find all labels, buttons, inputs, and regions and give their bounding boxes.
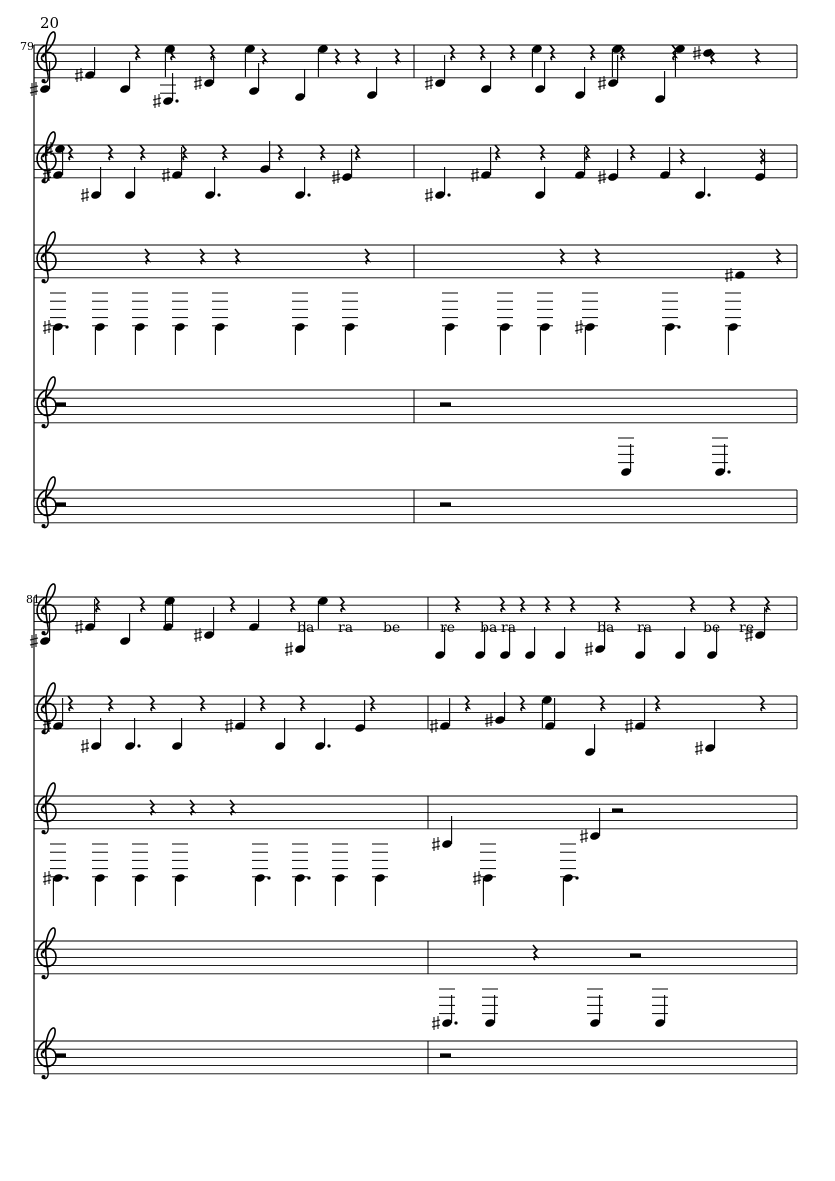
note (674, 44, 686, 77)
note (244, 44, 256, 77)
note (342, 293, 358, 355)
note (248, 63, 260, 96)
note (248, 599, 260, 632)
note (354, 700, 366, 733)
lyric-syllable: ba (480, 620, 498, 636)
lyric-syllable: re (440, 620, 455, 636)
note (531, 44, 543, 77)
rest-icon (545, 597, 549, 612)
lyric-syllable: be (383, 620, 401, 636)
half-rest-icon (55, 402, 66, 406)
note (499, 627, 511, 660)
rest-icon (150, 696, 154, 711)
treble-clef-icon (37, 783, 56, 834)
rest-icon (355, 145, 359, 160)
note (625, 698, 646, 733)
note (172, 293, 188, 355)
note (634, 627, 646, 660)
half-rest-icon (440, 1053, 451, 1057)
rest-icon (550, 45, 554, 60)
treble-clef-icon (37, 1028, 56, 1079)
note (497, 293, 513, 355)
treble-clef-icon (37, 928, 56, 979)
treble-clef-icon (37, 232, 56, 283)
half-rest-icon (440, 402, 451, 406)
staff (34, 232, 797, 283)
rest-icon (520, 696, 524, 711)
rest-icon (260, 696, 264, 711)
note (425, 55, 446, 90)
staff (34, 928, 797, 979)
rest-icon (520, 597, 524, 612)
treble-clef-icon (37, 377, 56, 428)
note (725, 293, 741, 355)
note (204, 167, 221, 200)
note (537, 293, 553, 355)
rest-icon (278, 145, 282, 160)
note (585, 621, 606, 656)
rest-icon (585, 145, 589, 160)
rest-icon (140, 145, 144, 160)
note (164, 44, 176, 77)
treble-clef-icon (37, 32, 56, 83)
note (575, 293, 598, 355)
rest-icon (570, 597, 574, 612)
note (432, 816, 453, 851)
note (332, 149, 353, 184)
note (474, 627, 486, 660)
rest-icon (320, 145, 324, 160)
note (662, 293, 681, 355)
note (259, 141, 271, 174)
note (124, 718, 141, 751)
note (674, 627, 686, 660)
rest-icon (450, 45, 454, 60)
rest-icon (68, 696, 72, 711)
note (611, 44, 623, 77)
note (482, 989, 498, 1028)
note (471, 147, 492, 182)
note (317, 44, 329, 77)
note (712, 438, 731, 477)
note (425, 167, 451, 202)
rest-icon (500, 597, 504, 612)
lyric-syllable: re (739, 620, 754, 636)
note (587, 989, 603, 1028)
rest-icon (760, 696, 764, 711)
rest-icon (340, 597, 344, 612)
rest-icon (108, 145, 112, 160)
treble-clef-icon (37, 132, 56, 183)
note (294, 167, 311, 200)
staff (34, 683, 797, 734)
note (694, 167, 711, 200)
half-rest-icon (630, 953, 641, 957)
note (659, 147, 671, 180)
rest-icon (300, 696, 304, 711)
note (524, 627, 536, 660)
note (92, 293, 108, 355)
note (434, 627, 446, 660)
note (618, 438, 634, 477)
note (560, 844, 579, 906)
staff (34, 584, 797, 635)
note (212, 293, 228, 355)
note (124, 167, 136, 200)
lyric-syllable: ra (338, 620, 354, 636)
lyric-syllable: ra (637, 620, 653, 636)
staff (34, 377, 797, 428)
note (652, 989, 668, 1028)
note (292, 293, 308, 355)
note (194, 607, 215, 642)
rest-icon (480, 45, 484, 60)
rest-icon (290, 597, 294, 612)
lyric-syllable: ba (297, 620, 315, 636)
note (598, 149, 619, 184)
rest-icon (222, 145, 226, 160)
note (473, 844, 496, 906)
half-rest-icon (612, 808, 623, 812)
note (442, 293, 458, 355)
rest-icon (455, 597, 459, 612)
rest-icon (510, 45, 514, 60)
rest-icon (655, 696, 659, 711)
rest-icon (182, 145, 186, 160)
rest-icon (108, 696, 112, 711)
note (580, 808, 601, 843)
staff (34, 477, 797, 528)
note (43, 293, 69, 355)
note (81, 718, 102, 753)
treble-clef-icon (37, 477, 56, 528)
rest-icon (200, 696, 204, 711)
staff (34, 32, 797, 83)
note (695, 720, 716, 755)
note (274, 718, 286, 751)
note (75, 47, 96, 82)
measure-number-system-1: 79 (20, 40, 34, 53)
rest-icon (615, 597, 619, 612)
rest-icon (68, 145, 72, 160)
note (432, 989, 458, 1030)
note (194, 55, 215, 90)
note (332, 844, 348, 906)
lyric-syllable: ra (501, 620, 517, 636)
rest-icon (465, 696, 469, 711)
note (225, 698, 246, 733)
lyric-syllable: be (703, 620, 721, 636)
note (162, 147, 183, 182)
rest-icon (690, 597, 694, 612)
note (75, 599, 96, 634)
note (485, 692, 506, 727)
note (317, 596, 329, 629)
note (294, 69, 306, 102)
note (43, 844, 69, 906)
staff (34, 783, 797, 834)
note (285, 621, 306, 656)
note (314, 718, 331, 751)
note (554, 627, 566, 660)
rest-icon (630, 145, 634, 160)
note (92, 844, 108, 906)
note (598, 55, 619, 90)
note (654, 71, 666, 104)
rest-icon (600, 696, 604, 711)
note (132, 293, 148, 355)
note (292, 844, 311, 906)
note (706, 627, 718, 660)
note (366, 67, 378, 100)
note (725, 268, 746, 282)
half-rest-icon (440, 502, 451, 506)
page-number: 20 (40, 14, 60, 32)
rest-icon (135, 45, 139, 60)
rest-icon (230, 597, 234, 612)
note (574, 147, 586, 180)
rest-icon (730, 597, 734, 612)
treble-clef-icon (37, 584, 56, 635)
note (171, 718, 183, 751)
note (430, 698, 451, 733)
lyric-syllable: ba (597, 620, 615, 636)
rest-icon (495, 145, 499, 160)
note (132, 844, 148, 906)
rest-icon (140, 597, 144, 612)
half-rest-icon (55, 502, 66, 506)
note (372, 844, 388, 906)
measure-number-system-2: 81 (26, 593, 40, 606)
rest-icon (95, 597, 99, 612)
rest-icon (765, 597, 769, 612)
staff (34, 132, 797, 183)
note (172, 844, 188, 906)
staff (34, 1028, 797, 1079)
note (574, 67, 586, 100)
rest-icon (590, 45, 594, 60)
note (252, 844, 271, 906)
note (81, 167, 102, 202)
rest-icon (540, 145, 544, 160)
half-rest-icon (55, 1053, 66, 1057)
rest-icon (370, 696, 374, 711)
treble-clef-icon (37, 683, 56, 734)
note (745, 607, 766, 642)
note (534, 167, 546, 200)
